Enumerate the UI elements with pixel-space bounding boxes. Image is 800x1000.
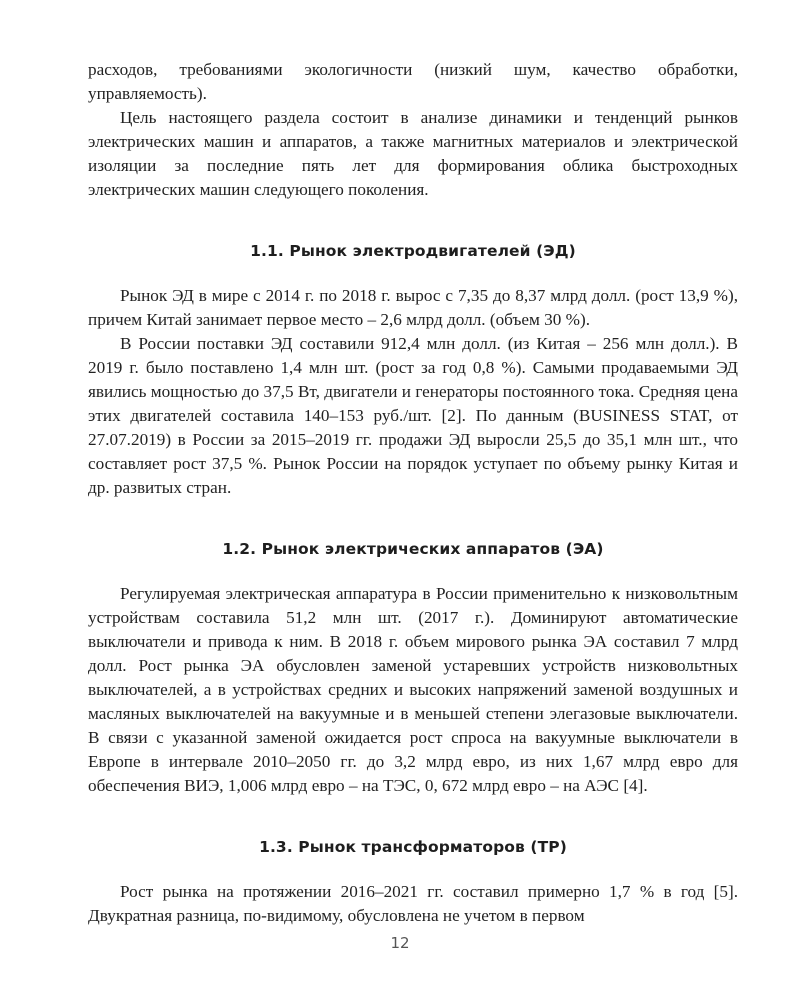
document-page	[88, 58, 738, 928]
intro-goal-paragraph: Цель настоящего раздела состоит в анализе динамики и тенденций рынков электрических машин и аппаратов, а также магнитных материалов и электрической изоляции за последние пять лет для формирования облика быстроходных электрических машин следующего поколения.	[88, 108, 738, 199]
motors-paragraph-russia: В России поставки ЭД составили 912,4 млн долл. (из Китая – 256 млн долл.). В 2019 г. было поставлено 1,4 млн шт. (рост за год 0,8 %). Самыми продаваемыми ЭД явились мощностью до 37,5 Вт, двигатели и генераторы постоянного тока. Средняя цена этих двигателей составила 140–153 руб./шт. [2]. По данным (BUSINESS STAT, от 27.07.2019) в России за 2015–2019 гг. продажи ЭД выросли 25,5 до 35,1 млн шт., что составляет рост 37,5 %. Рынок России на порядок уступает по объему рынку Китая и др. развитых стран.	[88, 334, 738, 497]
intro-continuation-paragraph: расходов, требованиями экологичности (низкий шум, качество обработки, управляемость).	[88, 60, 738, 103]
section-heading-apparatus: 1.2. Рынок электрических аппаратов (ЭА)	[222, 540, 604, 558]
page-number: 12	[390, 934, 410, 952]
section-heading-motors: 1.1. Рынок электродвигателей (ЭД)	[250, 242, 576, 260]
apparatus-paragraph: Регулируемая электрическая аппаратура в России применительно к низковольтным устройствам составила 51,2 млн шт. (2017 г.). Доминируют автоматические выключатели и привода к ним. В 2018 г. объем мирового рынка ЭА составил 7 млрд долл. Рост рынка ЭА обусловлен заменой устаревших устройств низковольтных выключателей, а в устройствах средних и высоких напряжений заменой воздушных и масляных выключателей на вакуумные и в меньшей степени элегазовые выключатели. В связи с указанной заменой ожидается рост спроса на вакуумные выключатели в Европе в интервале 2010–2050 гг. до 3,2 млрд евро, из них 1,67 млрд евро для обеспечения ВИЭ, 1,006 млрд евро – на ТЭС, 0, 672 млрд евро – на АЭС [4].	[88, 584, 738, 795]
motors-paragraph-world: Рынок ЭД в мире с 2014 г. по 2018 г. вырос с 7,35 до 8,37 млрд долл. (рост 13,9 %), причем Китай занимает первое место – 2,6 млрд долл. (объем 30 %).	[88, 286, 738, 329]
transformers-paragraph: Рост рынка на протяжении 2016–2021 гг. составил примерно 1,7 % в год [5]. Двукратная разница, по-видимому, обусловлена не учетом в первом	[88, 882, 738, 925]
section-heading-transformers: 1.3. Рынок трансформаторов (ТР)	[259, 838, 567, 856]
